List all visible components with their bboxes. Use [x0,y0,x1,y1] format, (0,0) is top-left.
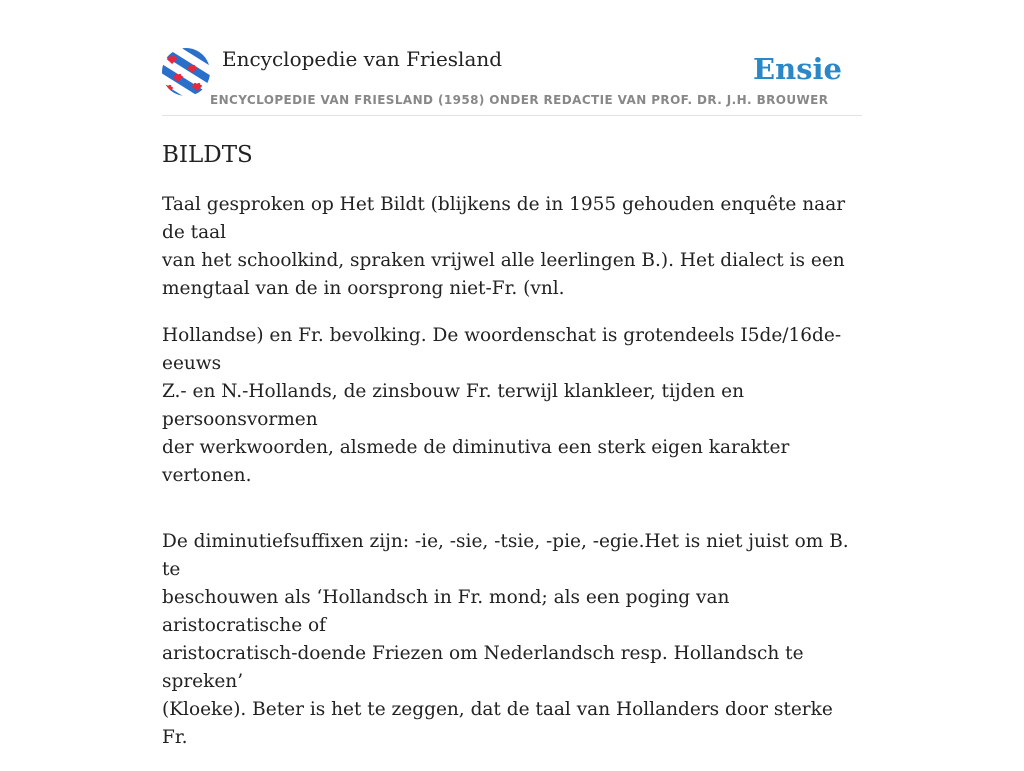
frisian-flag-icon[interactable] [162,48,210,96]
brand-logo-text[interactable]: Ensie [753,52,842,86]
site-title[interactable]: Encyclopedie van Friesland [222,47,503,71]
article-title: BILDTS [162,142,253,168]
site-subtitle: ENCYCLOPEDIE VAN FRIESLAND (1958) ONDER REDACTIE VAN PROF. DR. J.H. BROUWER [210,93,829,107]
site-header [162,46,862,116]
article [162,138,862,771]
header-divider [162,115,862,116]
article-paragraph: De diminutiefsuffixen zijn: -ie, -sie, -tsie, -pie, -egie.Het is niet juist om B. te beschouwen als ‘Hollandsch in Fr. mond; als een poging van aristocratische of aristocratisch-doende Friezen om Nederlandsch resp. Hollandsch te spreken’ (Kloeke). Beter is het te zeggen, dat de taal van Hollanders door sterke Fr. [162,531,849,748]
article-paragraph: Hollandse) en Fr. bevolking. De woordenschat is grotendeels I5de/16de-eeuws Z.- en N.-Hollands, de zinsbouw Fr. terwijl klankleer, tijden en persoonsvormen der werkwoorden, alsmede de diminutiva een sterk eigen karakter vertonen. [162,325,842,486]
article-paragraph: Taal gesproken op Het Bildt (blijkens de in 1955 gehouden enquête naar de taal van het schoolkind, spraken vrijwel alle leerlingen B.). Het dialect is een mengtaal van de in oorsprong niet-Fr. (vnl. [162,194,846,299]
